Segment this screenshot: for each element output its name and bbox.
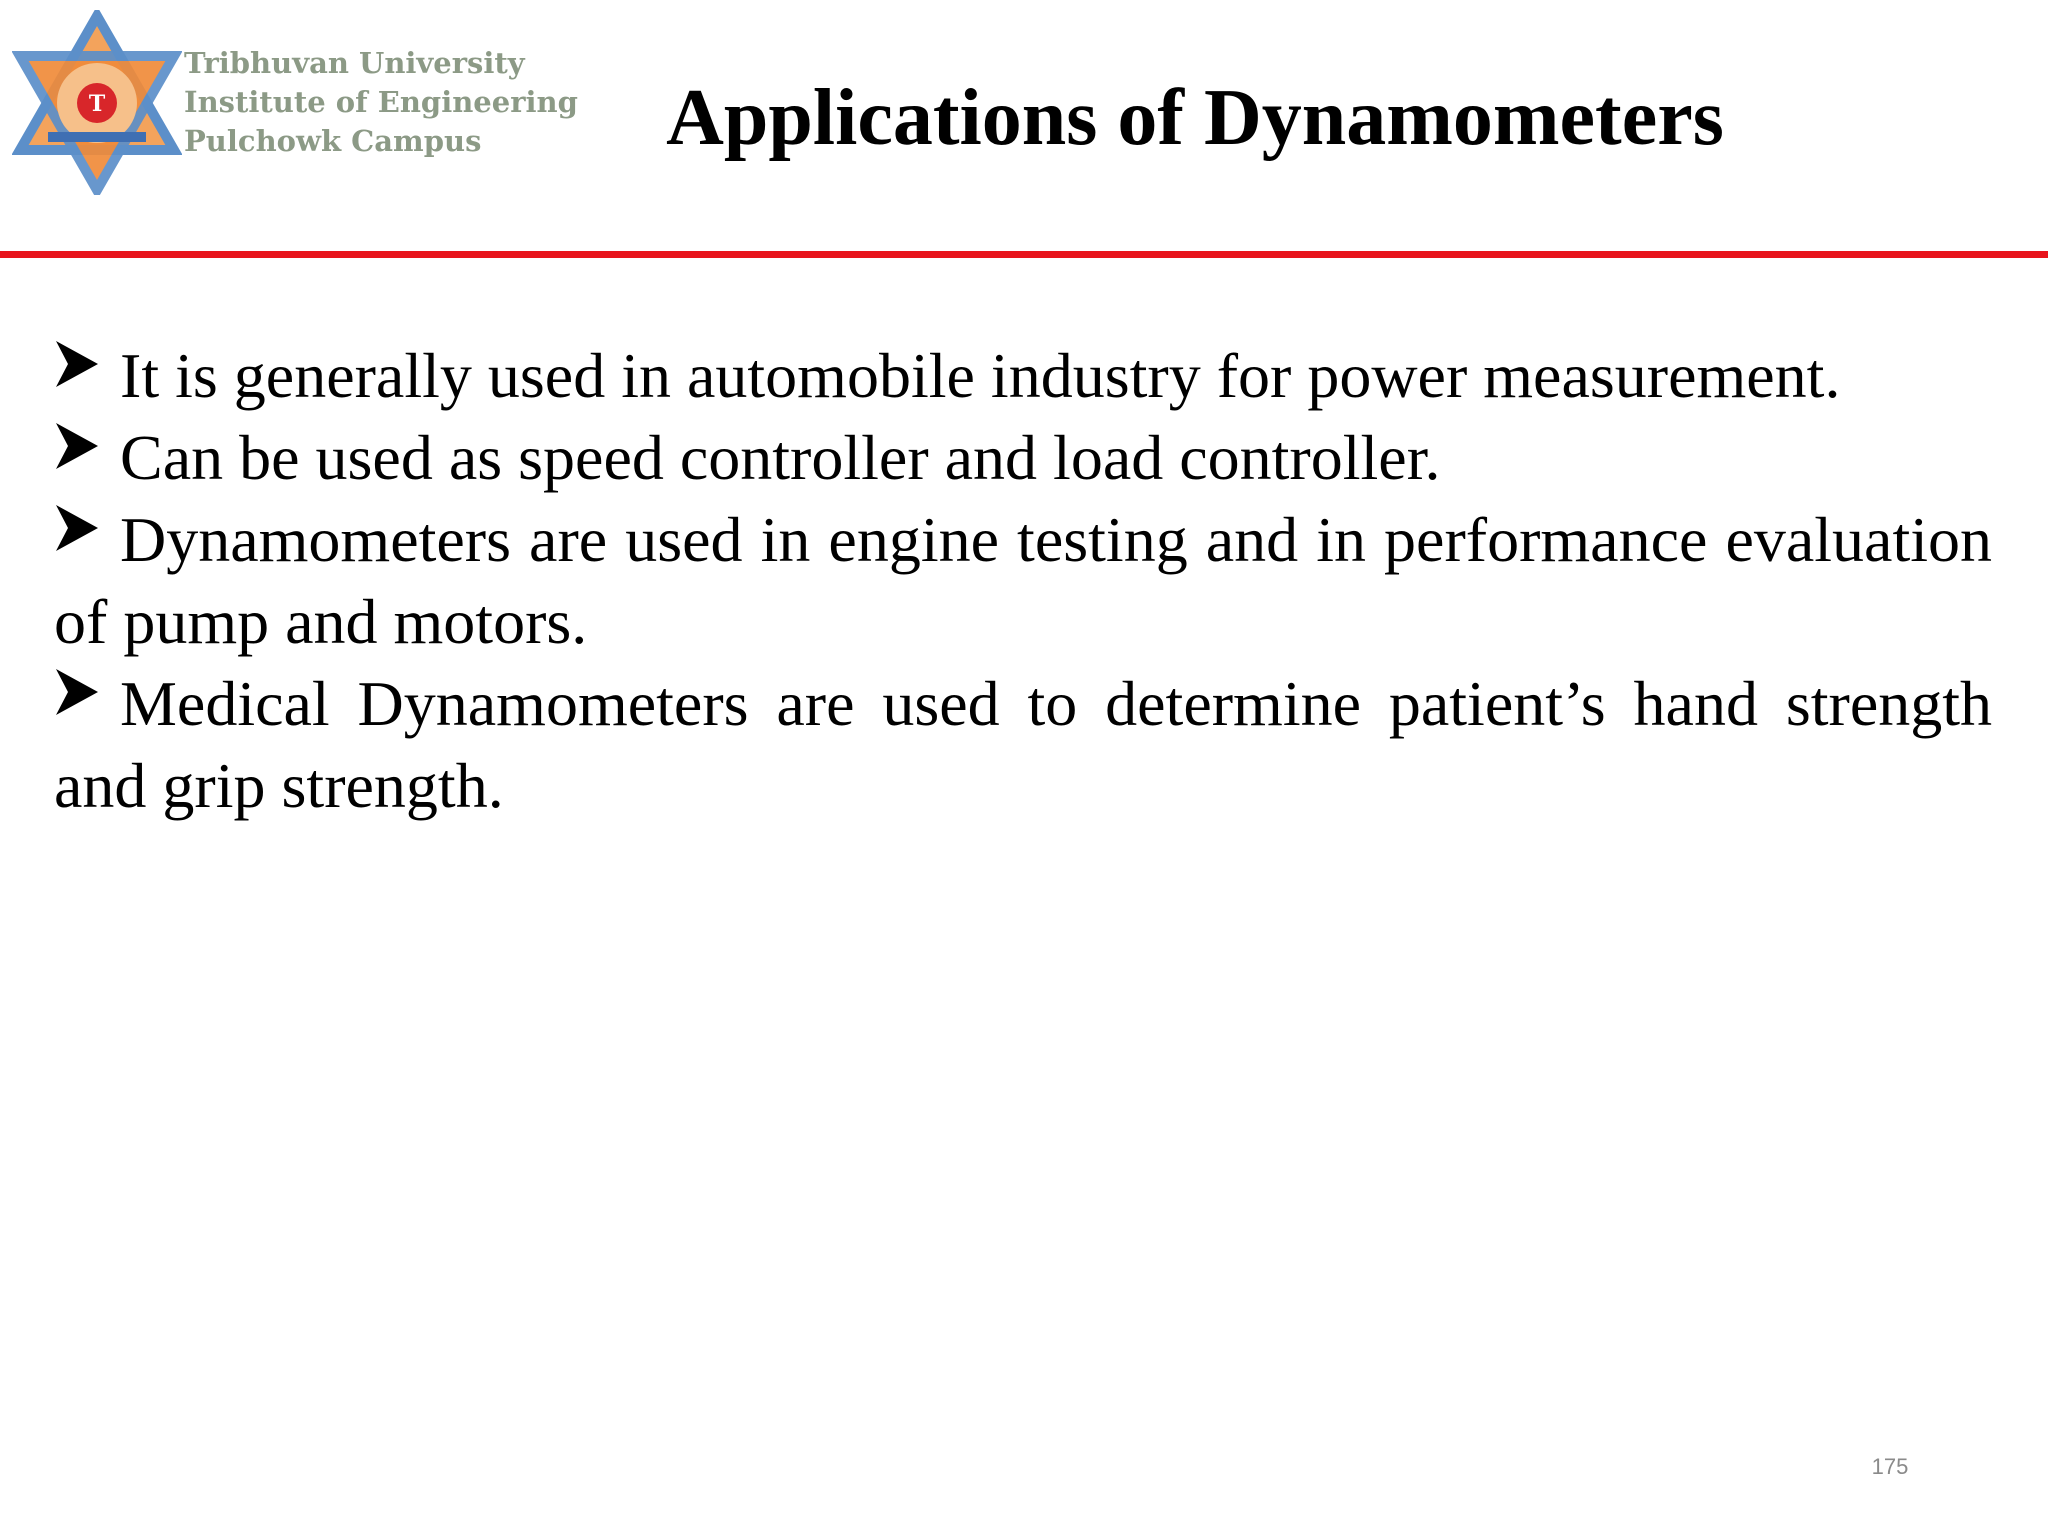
header-divider (0, 251, 2048, 258)
arrowhead-bullet-icon (54, 667, 100, 717)
bullet-item (54, 499, 1992, 663)
slide-title: Applications of Dynamometers (666, 74, 1724, 162)
logo-line-campus: Pulchowk Campus (184, 124, 482, 158)
institution-logo (8, 10, 608, 195)
page-number: 175 (1871, 1454, 1909, 1479)
bullet-item (54, 335, 1992, 417)
bullet-list (54, 335, 1992, 827)
institution-name (184, 44, 604, 161)
bullet-item (54, 663, 1992, 827)
bullet-text: It is generally used in automobile industry for power measurement. (120, 340, 1841, 411)
bullet-text: Dynamometers are used in engine testing and in performance evaluation of pump and motors. (54, 504, 1992, 657)
bullet-item (54, 417, 1992, 499)
arrowhead-bullet-icon (54, 503, 100, 553)
svg-text:T: T (88, 91, 106, 117)
arrowhead-bullet-icon (54, 421, 100, 471)
logo-line-university: Tribhuvan University (184, 46, 525, 80)
bullet-text: Can be used as speed controller and load controller. (120, 422, 1441, 493)
university-emblem-icon (12, 10, 182, 195)
arrowhead-bullet-icon (54, 339, 100, 389)
logo-line-institute: Institute of Engineering (184, 85, 578, 119)
bullet-text: Medical Dynamometers are used to determine patient’s hand strength and grip strength. (54, 668, 1992, 821)
